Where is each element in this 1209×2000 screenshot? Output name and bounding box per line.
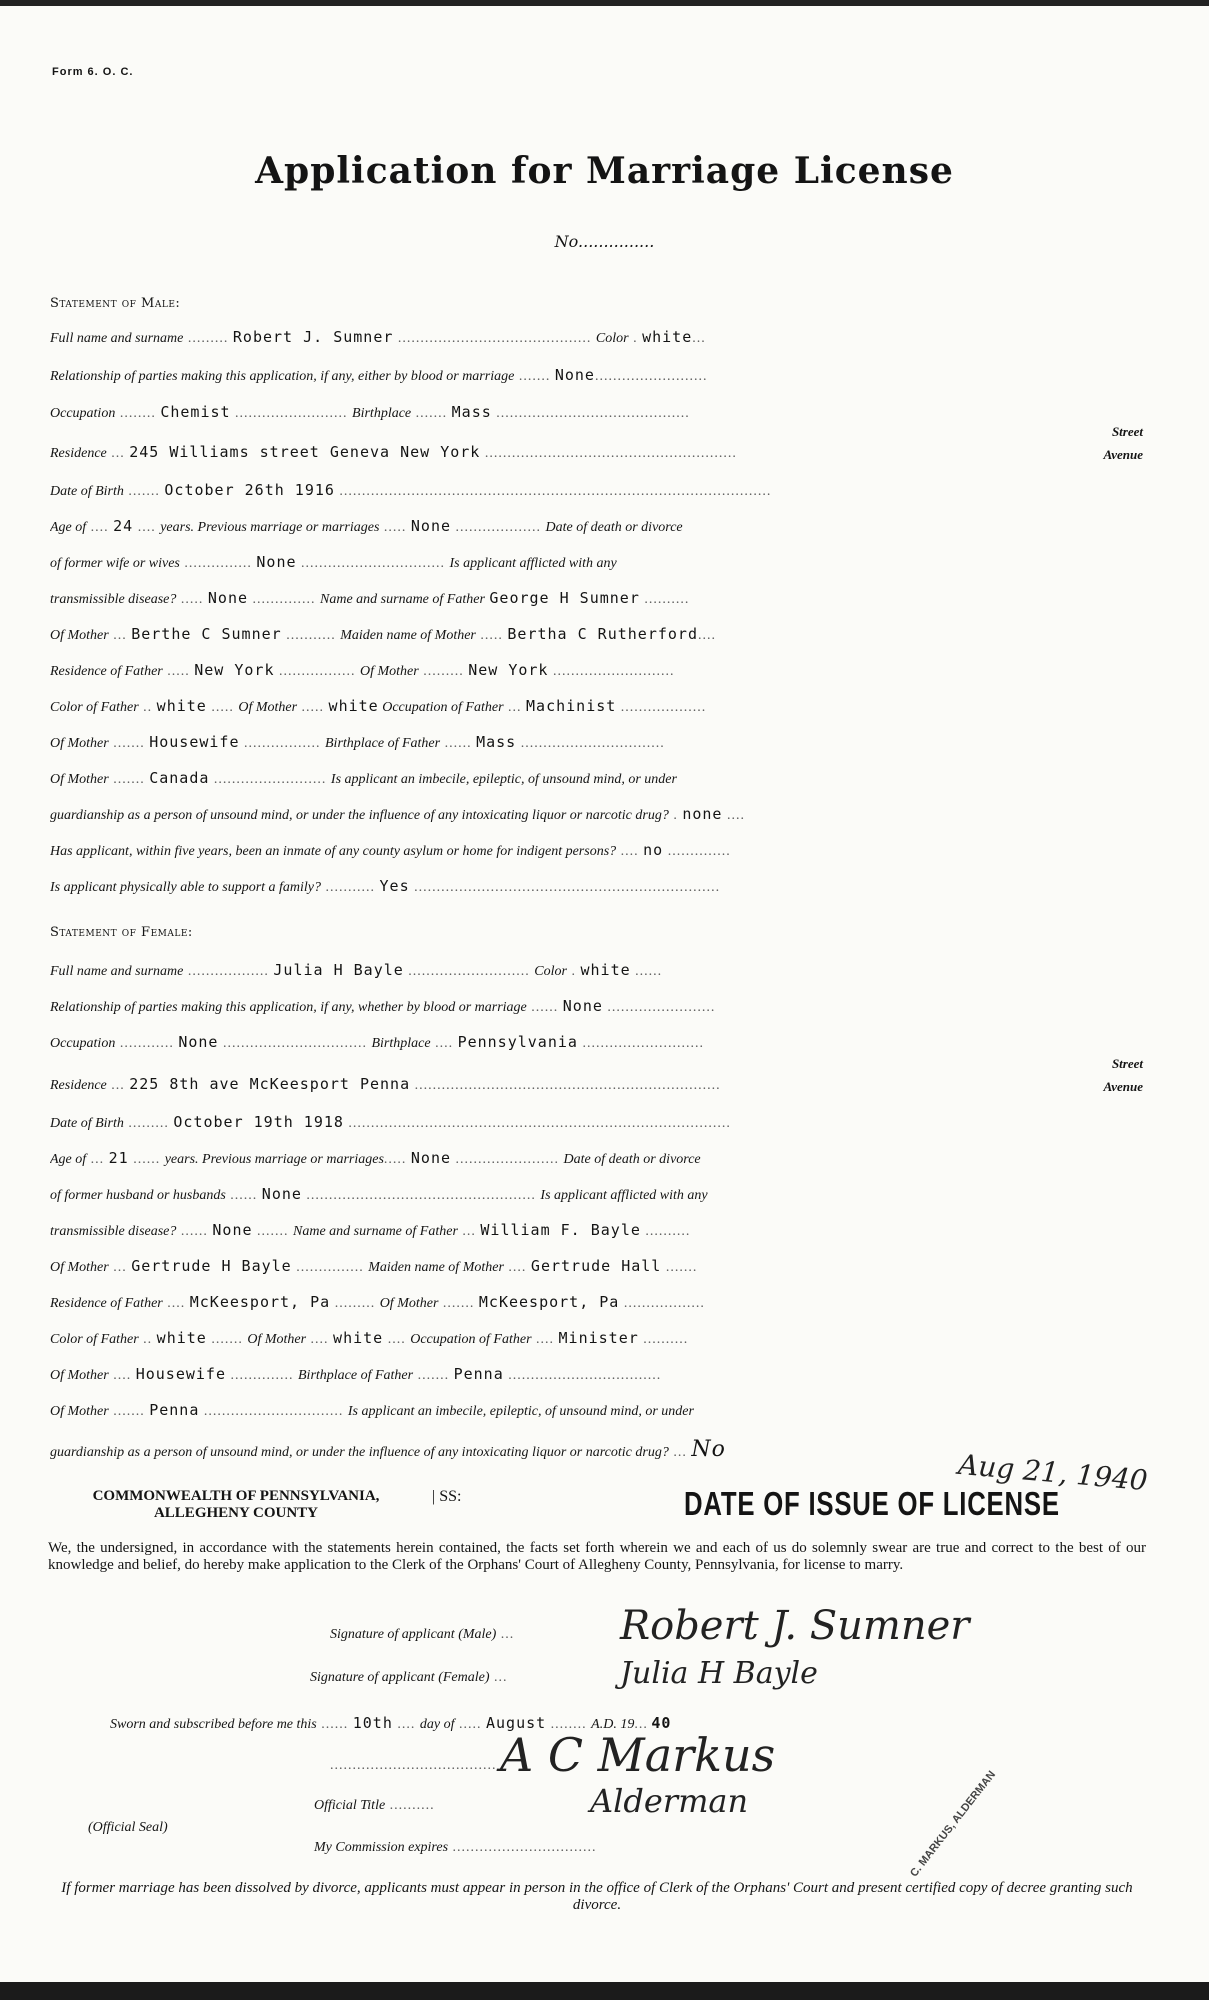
male-birthplace-mother: Canada (149, 769, 210, 787)
female-residence: 225 8th ave McKeesport Penna (129, 1075, 411, 1093)
male-former-spouse: None (256, 553, 297, 571)
male-section-heading: Statement of Male: (50, 296, 181, 311)
female-birthplace-father: Penna (453, 1365, 504, 1383)
male-age-row: Age of .... 24 .... years. Previous marriage or marriages ..... None ................... Date of death or divorce (50, 517, 683, 535)
male-occupation: Chemist (160, 403, 231, 421)
male-dob: October 26th 1916 (164, 481, 335, 499)
divorce-footnote: If former marriage has been dissolved by divorce, applicants must appear in person in the office of Clerk of the Orphans' Court and present certified copy of decree granting such divorce. (61, 1880, 1133, 1913)
female-birthplace-mother: Penna (149, 1401, 200, 1419)
male-former-spouse-row: of former wife or wives ............... None ................................ Is applicant afflicted with any (50, 553, 617, 571)
sig-female-handwritten: Julia H Bayle (620, 1656, 818, 1691)
female-mother-name: Gertrude H Bayle (131, 1257, 292, 1275)
ss-label: | SS: (432, 1488, 462, 1505)
male-disease: None (207, 589, 249, 607)
male-occ-mother: Housewife (149, 733, 240, 751)
male-maiden-name: Bertha C Rutherford (507, 625, 698, 643)
female-guardianship-row: guardianship as a person of unsound mind, or under the influence of any intoxicating liquor or narcotic drug? ... No (50, 1437, 726, 1462)
male-asylum-row: Has applicant, within five years, been an inmate of any county asylum or home for indigent persons? .... no .............. (50, 841, 731, 859)
application-number: No............... (554, 232, 655, 251)
male-support: Yes (379, 877, 410, 895)
male-age: 24 (113, 517, 134, 535)
female-occ-father: Minister (558, 1329, 639, 1347)
male-birthplace-father: Mass (476, 733, 517, 751)
male-father-name: George H Sumner (489, 589, 640, 607)
female-avenue-label: Avenue (1103, 1079, 1143, 1094)
male-support-row: Is applicant physically able to support a family? ........... Yes .................................................................... (50, 877, 721, 895)
male-residence-row: Residence ... 245 Williams street Geneva New York ........................................................ (50, 443, 737, 461)
female-full-name: Julia H Bayle (273, 961, 404, 979)
female-res-mother: McKeesport, Pa (478, 1293, 620, 1311)
female-age-row: Age of ... 21 ...... years. Previous marriage or marriages..... None ....................... Date of death or divorce (50, 1149, 701, 1167)
male-color: white (642, 328, 693, 346)
issue-stamp: DATE OF ISSUE OF LICENSE (684, 1485, 1060, 1522)
sig-female-row: Signature of applicant (Female) ... (310, 1670, 508, 1685)
male-asylum: no (643, 841, 664, 859)
female-section-heading: Statement of Female: (50, 925, 193, 940)
female-color-father: white (156, 1329, 207, 1347)
male-disease-row: transmissible disease? ..... None .............. Name and surname of Father George H Sumner .......... (50, 589, 690, 607)
female-relationship: None (562, 997, 603, 1015)
female-guardianship: No (691, 1437, 726, 1462)
male-res-parents-row: Residence of Father ..... New York ................. Of Mother ......... New York ........................... (50, 661, 675, 679)
female-relationship-row: Relationship of parties making this application, if any, whether by blood or marriage ...... None ........................ (50, 997, 716, 1015)
sworn-month: August (485, 1714, 547, 1732)
female-former-spouse: None (261, 1185, 302, 1203)
female-dob: October 19th 1918 (173, 1113, 344, 1131)
county-line: ALLEGHENY COUNTY (153, 1505, 319, 1521)
commission-row: My Commission expires ................................ (314, 1840, 597, 1855)
male-mother-row: Of Mother ... Berthe C Sumner ........... Maiden name of Mother ..... Bertha C Rutherford.... (50, 625, 716, 643)
female-color-parents-row: Color of Father .. white ....... Of Mother .... white .... Occupation of Father .... Minister .......... (50, 1329, 689, 1347)
male-street-label: Street (1111, 424, 1143, 439)
female-mother-row: Of Mother ... Gertrude H Bayle ............... Maiden name of Mother .... Gertrude Hall ....... (50, 1257, 698, 1275)
male-birthplace-mother-row: Of Mother ....... Canada ......................... Is applicant an imbecile, epileptic, of unsound mind, or under (50, 769, 677, 787)
female-prev-marriage: None (410, 1149, 452, 1167)
female-maiden-name: Gertrude Hall (530, 1257, 662, 1275)
male-occ-mother-row: Of Mother ....... Housewife ................. Birthplace of Father ...... Mass ................................ (50, 733, 665, 751)
male-occ-father: Machinist (526, 697, 617, 715)
male-name-row: Full name and surname ......... Robert J. Sumner ........................................... Color . white... (50, 328, 706, 346)
female-birthplace-mother-row: Of Mother ....... Penna ............................... Is applicant an imbecile, epileptic, of unsound mind, or under (50, 1401, 694, 1419)
page-title: Application for Marriage License (255, 150, 954, 192)
sig-male-handwritten: Robert J. Sumner (620, 1603, 970, 1649)
scan-edge-top (0, 0, 1209, 6)
male-prev-marriage: None (410, 517, 452, 535)
official-title-row: Official Title .......... (314, 1798, 435, 1813)
female-occupation-row: Occupation ............ None ................................ Birthplace .... Pennsylvania ........................... (50, 1033, 704, 1051)
female-color: white (580, 961, 631, 979)
male-res-father: New York (194, 661, 275, 679)
male-color-mother: white (328, 697, 379, 715)
scan-edge-bottom (0, 1982, 1209, 2000)
male-color-parents-row: Color of Father .. white ..... Of Mother ..... white Occupation of Father ... Machinist ................... (50, 697, 707, 715)
official-sig-line: ..................................... (330, 1758, 497, 1773)
female-birthplace: Pennsylvania (457, 1033, 578, 1051)
female-color-mother: white (333, 1329, 384, 1347)
oath-paragraph: We, the undersigned, in accordance with the statements herein contained, the facts set forth wherein we and each of us do solemnly swear are true and correct to the best of our knowledge and belief, do hereby make application to the Clerk of the Orphans' Court of Allegheny County, Pennsylvania, for license to marry. (48, 1540, 1146, 1573)
female-residence-row: Residence ... 225 8th ave McKeesport Penna .................................................................... (50, 1075, 721, 1093)
alderman-stamp (880, 1760, 1050, 1880)
official-seal-label: (Official Seal) (88, 1820, 168, 1835)
female-name-row: Full name and surname .................. Julia H Bayle ........................... Color . white ...... (50, 961, 663, 979)
female-occ-mother: Housewife (135, 1365, 226, 1383)
male-birthplace: Mass (451, 403, 492, 421)
female-former-spouse-row: of former husband or husbands ...... None ................................................... Is applicant afflicted with any (50, 1185, 708, 1203)
female-disease: None (212, 1221, 253, 1239)
issue-date-handwritten: Aug 21, 1940 (956, 1447, 1149, 1498)
male-color-father: white (156, 697, 207, 715)
male-guardianship: none (682, 805, 723, 823)
commonwealth-line: COMMONWEALTH OF PENNSYLVANIA, (92, 1488, 380, 1504)
female-res-parents-row: Residence of Father .... McKeesport, Pa ......... Of Mother ....... McKeesport, Pa .................. (50, 1293, 705, 1311)
male-dob-row: Date of Birth ....... October 26th 1916 ................................................................................................ (50, 481, 772, 499)
sig-male-row: Signature of applicant (Male) ... (330, 1627, 515, 1642)
male-avenue-label: Avenue (1103, 447, 1143, 462)
stamp-text: C. MARKUS, ALDERMAN (908, 1768, 999, 1880)
male-residence: 245 Williams street Geneva New York (129, 443, 481, 461)
male-relationship: None (554, 366, 595, 384)
male-full-name: Robert J. Sumner (232, 328, 394, 346)
female-disease-row: transmissible disease? ...... None ....... Name and surname of Father ... William F. Bayle .......... (50, 1221, 691, 1239)
female-occupation: None (178, 1033, 219, 1051)
male-guardianship-row: guardianship as a person of unsound mind, or under the influence of any intoxicating liquor or narcotic drug? . none .... (50, 805, 745, 823)
official-signature: A C Markus (500, 1728, 776, 1782)
sworn-row: Sworn and subscribed before me this ...... 10th .... day of ..... August ........ A.D. 19... 40 (110, 1714, 672, 1732)
female-dob-row: Date of Birth ......... October 19th 1918 ..................................................................................... (50, 1113, 731, 1131)
form-id: Form 6. O. C. (52, 66, 134, 78)
sworn-day: 10th (352, 1714, 393, 1732)
female-street-label: Street (1111, 1056, 1143, 1071)
female-age: 21 (108, 1149, 129, 1167)
official-title-handwritten: Alderman (590, 1782, 749, 1820)
male-res-mother: New York (468, 661, 549, 679)
male-occupation-row: Occupation ........ Chemist ......................... Birthplace ....... Mass ........................................... (50, 403, 690, 421)
sworn-year: 40 (651, 1714, 672, 1732)
female-res-father: McKeesport, Pa (189, 1293, 331, 1311)
female-father-name: William F. Bayle (480, 1221, 641, 1239)
commonwealth-block (46, 1488, 426, 1522)
male-mother-name: Berthe C Sumner (131, 625, 282, 643)
female-occ-mother-row: Of Mother .... Housewife .............. Birthplace of Father ....... Penna .................................. (50, 1365, 662, 1383)
male-relationship-row: Relationship of parties making this application, if any, either by blood or marriage ....... None......................... (50, 366, 708, 384)
